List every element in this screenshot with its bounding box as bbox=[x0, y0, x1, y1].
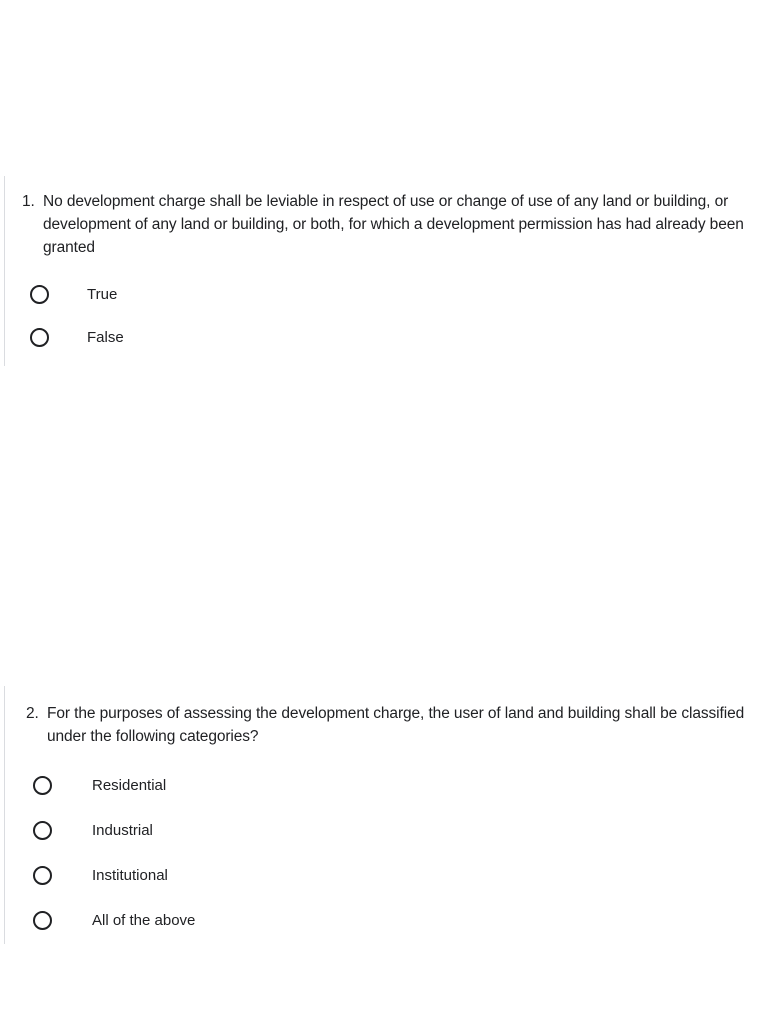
question-divider bbox=[4, 686, 5, 944]
option-label: False bbox=[87, 328, 124, 346]
question-card-1 bbox=[0, 176, 768, 366]
option-label: Industrial bbox=[92, 821, 153, 839]
question-text bbox=[26, 702, 760, 748]
option-label: True bbox=[87, 285, 118, 303]
question-text bbox=[22, 190, 760, 259]
option-true[interactable] bbox=[30, 279, 117, 309]
question-number: 1. bbox=[22, 193, 35, 210]
radio-unselected-icon[interactable] bbox=[33, 866, 52, 885]
radio-unselected-icon[interactable] bbox=[33, 911, 52, 930]
radio-unselected-icon[interactable] bbox=[30, 285, 49, 304]
option-residential[interactable] bbox=[33, 770, 166, 800]
question-prompt: For the purposes of assessing the development charge, the user of land and building shall be classified under the following categories? bbox=[47, 705, 745, 745]
radio-unselected-icon[interactable] bbox=[33, 776, 52, 795]
question-divider bbox=[4, 176, 5, 366]
question-prompt: No development charge shall be leviable in respect of use or change of use of any land or building, or development of any land or building, or both, for which a development permission has had already been granted bbox=[43, 193, 744, 256]
option-label: Residential bbox=[92, 776, 167, 794]
question-number: 2. bbox=[26, 705, 39, 722]
option-label: All of the above bbox=[92, 911, 196, 929]
option-all-of-the-above[interactable] bbox=[33, 905, 195, 935]
radio-unselected-icon[interactable] bbox=[33, 821, 52, 840]
question-card-2 bbox=[0, 686, 768, 944]
radio-unselected-icon[interactable] bbox=[30, 328, 49, 347]
option-false[interactable] bbox=[30, 322, 124, 352]
option-institutional[interactable] bbox=[33, 860, 168, 890]
option-industrial[interactable] bbox=[33, 815, 153, 845]
option-label: Institutional bbox=[92, 866, 168, 884]
